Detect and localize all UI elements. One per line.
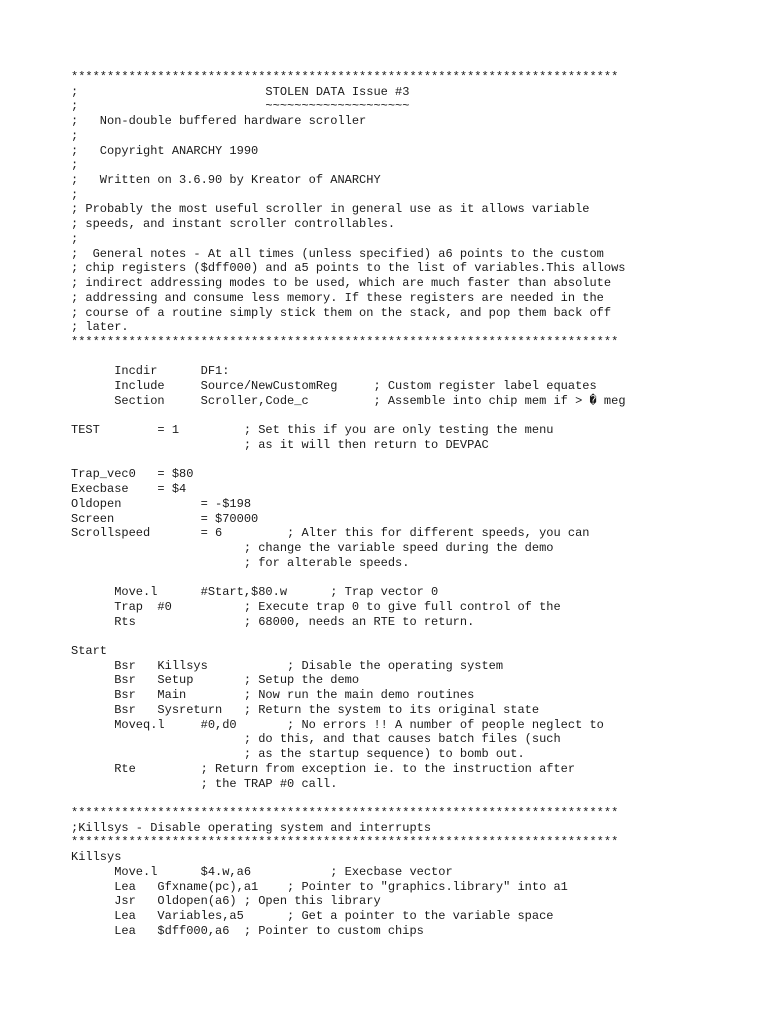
code-line: Oldopen = -$198 [71,496,252,511]
code-line: Move.l $4.w,a6 ; Execbase vector [71,864,453,879]
code-line: ; Probably the most useful scroller in general use as it allows variable [71,202,590,217]
code-line: TEST = 1 ; Set this if you are only testing the menu [71,423,554,438]
code-line: ; Non-double buffered hardware scroller [71,114,367,129]
code-line [71,409,626,424]
code-line [71,791,626,806]
code-line: Moveq.l #0,d0 ; No errors !! A number of people neglect to [71,717,604,732]
code-line: ; the TRAP #0 call. [71,776,338,791]
code-line: ; course of a routine simply stick them on the stack, and pop them back off [71,305,612,320]
code-line: Execbase = $4 [71,482,187,497]
code-line: ; [71,158,79,173]
code-line: Bsr Setup ; Setup the demo [71,673,360,688]
code-line: **************************************************************************** [71,805,619,820]
code-line: Bsr Killsys ; Disable the operating system [71,658,504,673]
code-line: ; later. [71,320,129,335]
code-line: Scrollspeed = 6 ; Alter this for different speeds, you can [71,526,590,541]
code-line: Lea $dff000,a6 ; Pointer to custom chips [71,923,424,938]
code-line: Include Source/NewCustomReg ; Custom register label equates [71,379,597,394]
code-line: Incdir DF1: [71,364,230,379]
source-code-listing [71,70,626,938]
code-line: Killsys [71,850,122,865]
code-line [71,350,626,365]
code-line: ; as the startup sequence) to bomb out. [71,747,525,762]
code-line: ; speeds, and instant scroller controllables. [71,217,396,232]
code-line [71,629,626,644]
code-line: ; Copyright ANARCHY 1990 [71,143,259,158]
code-line: Bsr Sysreturn ; Return the system to its original state [71,702,540,717]
code-line: Bsr Main ; Now run the main demo routines [71,688,475,703]
code-line: Rts ; 68000, needs an RTE to return. [71,614,475,629]
code-line: ; STOLEN DATA Issue #3 [71,84,410,99]
code-line: ; change the variable speed during the demo [71,541,554,555]
code-line: ; as it will then return to DEVPAC [71,437,489,452]
code-line: Lea Variables,a5 ; Get a pointer to the variable space [71,908,554,923]
code-line: **************************************************************************** [71,835,619,850]
code-line: ; addressing and consume less memory. If these registers are needed in the [71,290,604,305]
code-line: ; indirect addressing modes to be used, which are much faster than absolute [71,276,612,291]
code-line: Move.l #Start,$80.w ; Trap vector 0 [71,585,439,600]
code-line: ; chip registers ($dff000) and a5 points to the list of variables.This allows [71,261,626,276]
code-line: Trap #0 ; Execute trap 0 to give full control of the [71,599,561,614]
code-line [71,570,626,585]
code-line: ; General notes - At all times (unless specified) a6 points to the custom [71,246,604,261]
code-line [71,453,626,468]
code-line: ; [71,128,79,143]
code-line: ; ~~~~~~~~~~~~~~~~~~~~ [71,99,410,114]
code-line: Rte ; Return from exception ie. to the instruction after [71,761,576,776]
code-line: Start [71,644,108,659]
code-line: ; do this, and that causes batch files (such [71,732,561,747]
code-line: ; [71,187,79,202]
code-line: **************************************************************************** [71,334,619,349]
code-line: ;Killsys - Disable operating system and interrupts [71,820,432,835]
code-line: Trap_vec0 = $80 [71,467,194,482]
code-line: ; Written on 3.6.90 by Kreator of ANARCHY [71,173,381,188]
code-line: Jsr Oldopen(a6) ; Open this library [71,894,381,909]
code-line: Section Scroller,Code_c ; Assemble into chip mem if > � meg [71,393,626,408]
code-line: Lea Gfxname(pc),a1 ; Pointer to "graphics.library" into a1 [71,879,568,894]
code-line: Screen = $70000 [71,511,259,526]
code-line: ; for alterable speeds. [71,555,410,570]
code-line: ; [71,231,79,246]
code-line: **************************************************************************** [71,70,619,84]
